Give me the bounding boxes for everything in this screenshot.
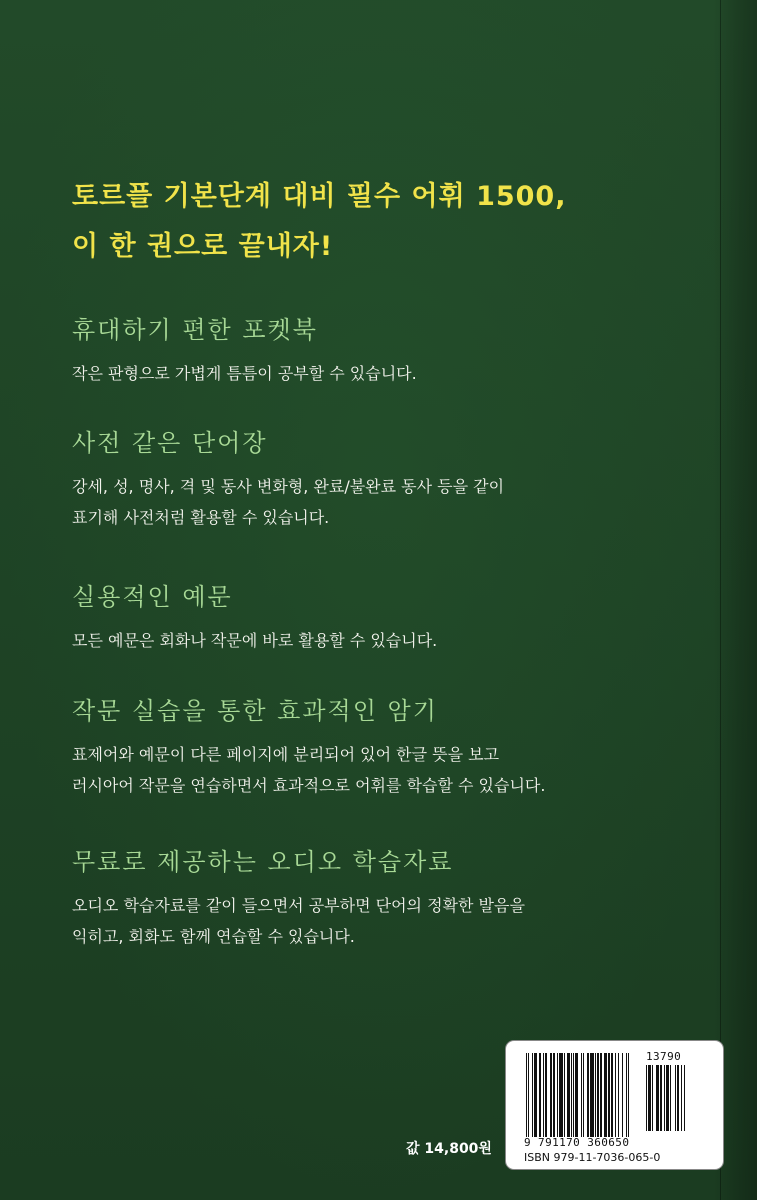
- feature-description-line: 오디오 학습자료를 같이 들으면서 공부하면 단어의 정확한 발음을: [72, 896, 525, 915]
- feature-description: [72, 625, 712, 656]
- feature-section-examples: [72, 581, 712, 656]
- addon-barcode-bars: [646, 1065, 702, 1131]
- isbn-barcode: [505, 1040, 724, 1170]
- feature-section-dictionary: [72, 427, 712, 533]
- headline: [72, 172, 712, 272]
- feature-title: 사전 같은 단어장: [72, 429, 268, 457]
- feature-title: 무료로 제공하는 오디오 학습자료: [72, 848, 454, 876]
- feature-description-line: 모든 예문은 회화나 작문에 바로 활용할 수 있습니다.: [72, 631, 438, 650]
- addon-digits: 13790: [646, 1050, 682, 1063]
- feature-title: 휴대하기 편한 포켓북: [72, 316, 318, 344]
- feature-description: [72, 739, 712, 801]
- headline-line-1: 토르플 기본단계 대비 필수 어휘 1500,: [72, 181, 567, 212]
- spine-fold-line: [720, 0, 721, 1200]
- barcode-gap: [629, 1053, 630, 1137]
- feature-section-composition: [72, 695, 712, 801]
- headline-line-2: 이 한 권으로 끝내자!: [72, 231, 334, 262]
- feature-description-line: 작은 판형으로 가볍게 틈틈이 공부할 수 있습니다.: [72, 364, 417, 383]
- isbn-number: ISBN 979-11-7036-065-0: [524, 1151, 661, 1164]
- feature-description: [72, 890, 712, 952]
- feature-description-line: 표기해 사전처럼 활용할 수 있습니다.: [72, 508, 330, 527]
- feature-section-pocketbook: [72, 314, 712, 389]
- feature-title: 작문 실습을 통한 효과적인 암기: [72, 697, 438, 725]
- feature-title: 실용적인 예문: [72, 583, 233, 611]
- feature-description-line: 익히고, 회화도 함께 연습할 수 있습니다.: [72, 927, 355, 946]
- feature-description-line: 강세, 성, 명사, 격 및 동사 변화형, 완료/불완료 동사 등을 같이: [72, 477, 505, 496]
- ean-barcode-bars: [526, 1053, 634, 1137]
- feature-section-audio: [72, 846, 712, 952]
- feature-description-line: 러시아어 작문을 연습하면서 효과적으로 어휘를 학습할 수 있습니다.: [72, 776, 546, 795]
- price-label: 값 14,800원: [406, 1141, 492, 1157]
- feature-description: [72, 471, 712, 533]
- feature-description: [72, 358, 712, 389]
- barcode-bar: [684, 1065, 685, 1131]
- ean-digits: 9 791170 360650: [524, 1136, 630, 1149]
- feature-description-line: 표제어와 예문이 다른 페이지에 분리되어 있어 한글 뜻을 보고: [72, 745, 500, 764]
